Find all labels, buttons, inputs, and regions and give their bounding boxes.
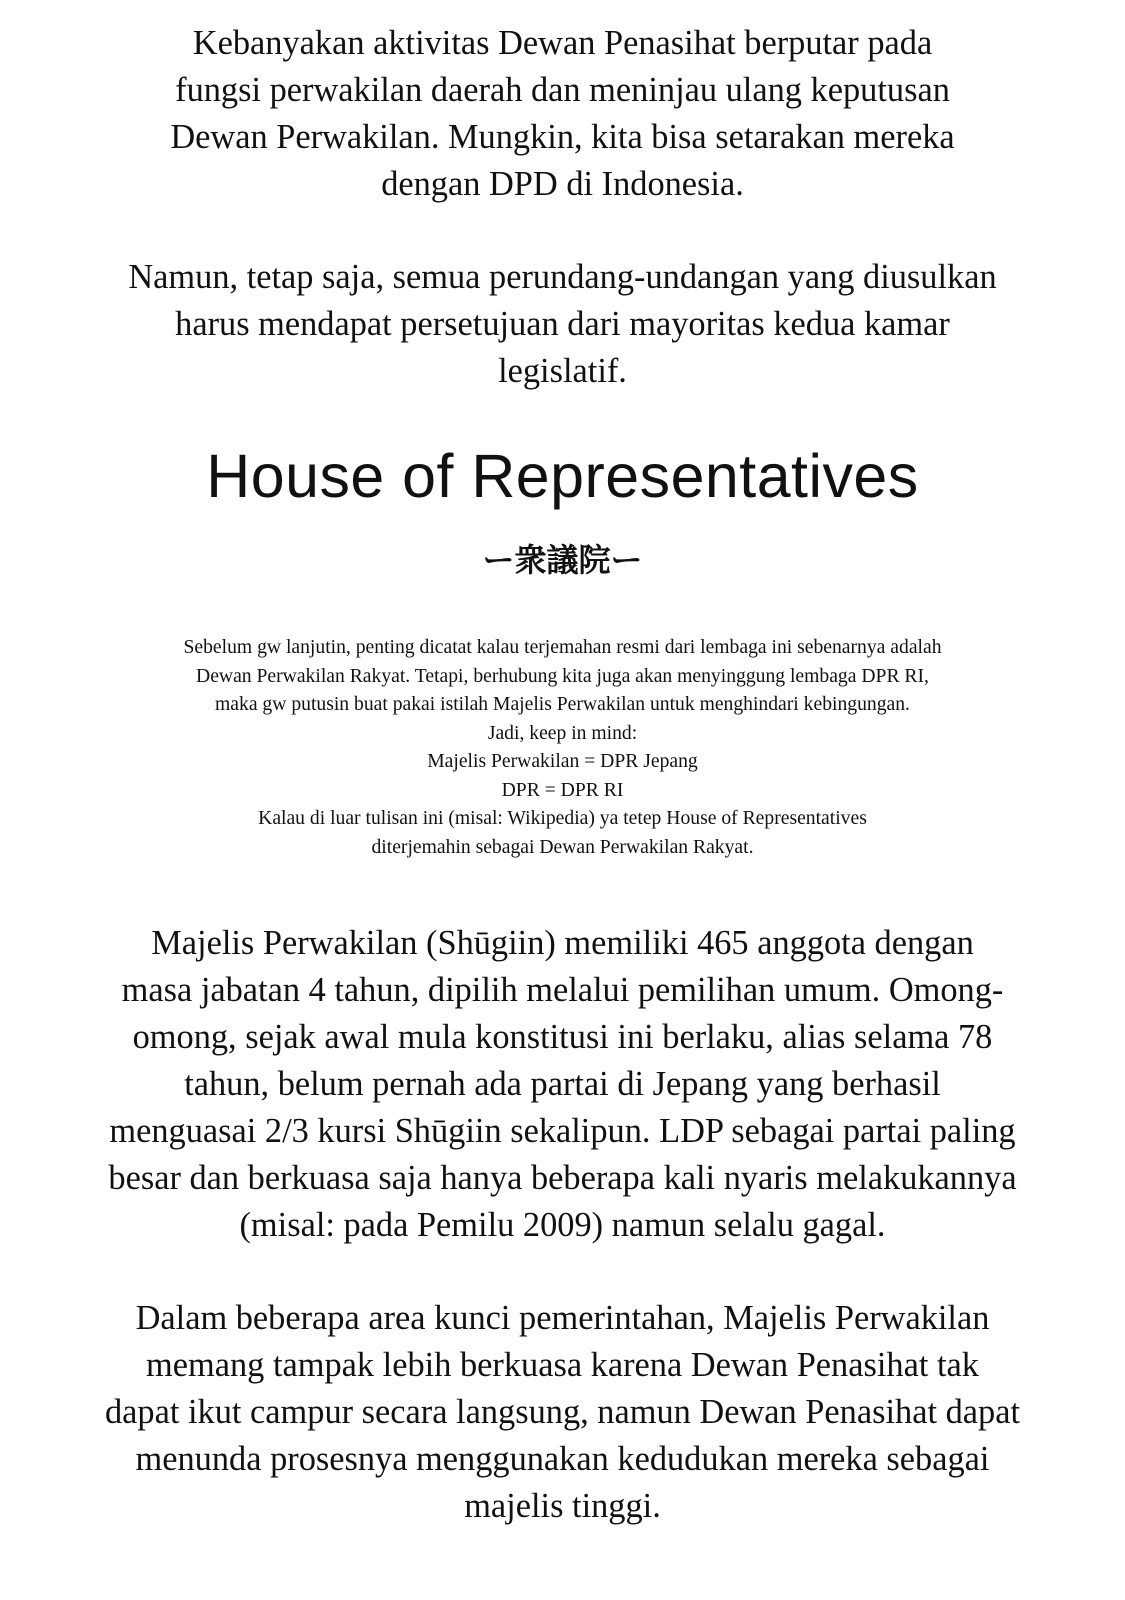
paragraph-line: menunda prosesnya menggunakan kedudukan mereka sebagai (135, 1440, 990, 1478)
paragraph-line: besar dan berkuasa saja hanya beberapa kali nyaris melakukannya (108, 1159, 1017, 1197)
note-line: maka gw putusin buat pakai istilah Majelis Perwakilan untuk menghindari kebingungan. (215, 693, 910, 715)
paragraph-line: Kebanyakan aktivitas Dewan Penasihat berputar pada (192, 24, 933, 62)
paragraph-shugiin (0, 920, 1125, 1249)
paragraph-line: (misal: pada Pemilu 2009) namun selalu gagal. (239, 1206, 886, 1244)
paragraph-line: fungsi perwakilan daerah dan meninjau ulang keputusan (175, 71, 950, 109)
section-subtitle: ー衆議院ー (482, 541, 643, 579)
paragraph-line: Dewan Perwakilan. Mungkin, kita bisa setarakan mereka (170, 118, 955, 156)
note-line: diterjemahin sebagai Dewan Perwakilan Rakyat. (371, 835, 754, 858)
note-line: Kalau di luar tulisan ini (misal: Wikipedia) ya tetep House of Representatives (258, 807, 867, 829)
note-line: Dewan Perwakilan Rakyat. Tetapi, berhubung kita juga akan menyinggung lembaga DPR RI, (196, 664, 929, 687)
paragraph-line: Namun, tetap saja, semua perundang-undangan yang diusulkan (128, 258, 997, 296)
paragraph-line: omong, sejak awal mula konstitusi ini berlaku, alias selama 78 (132, 1018, 993, 1056)
paragraph-line: legislatif. (498, 352, 627, 390)
paragraph-line: dengan DPD di Indonesia. (381, 165, 744, 203)
paragraph-line: menguasai 2/3 kursi Shūgiin sekalipun. LDP sebagai partai paling (109, 1112, 1016, 1150)
paragraph-line: dapat ikut campur secara langsung, namun Dewan Penasihat dapat (105, 1393, 1020, 1431)
note-line: Jadi, keep in mind: (487, 721, 638, 744)
note-line: Majelis Perwakilan = DPR Jepang (427, 750, 698, 772)
paragraph-line: Majelis Perwakilan (Shūgiin) memiliki 465 anggota dengan (151, 924, 974, 962)
paragraph-line: tahun, belum pernah ada partai di Jepang yang berhasil (184, 1065, 941, 1103)
note-line: Sebelum gw lanjutin, penting dicatat kalau terjemahan resmi dari lembaga ini sebenarnya adalah (183, 636, 942, 658)
paragraph-line: memang tampak lebih berkuasa karena Dewan Penasihat tak (146, 1346, 979, 1384)
section-title: House of Representatives (206, 442, 919, 510)
paragraph-line: majelis tinggi. (464, 1487, 661, 1525)
note-line: DPR = DPR RI (501, 778, 624, 801)
paragraph-line: harus mendapat persetujuan dari mayoritas kedua kamar (175, 305, 950, 343)
paragraph-line: Dalam beberapa area kunci pemerintahan, Majelis Perwakilan (135, 1299, 990, 1337)
paragraph-persetujuan (0, 254, 1125, 395)
translation-note (0, 633, 1125, 861)
paragraph-dewan-penasihat (0, 20, 1125, 208)
paragraph-majelis-tinggi (0, 1295, 1125, 1530)
paragraph-line: masa jabatan 4 tahun, dipilih melalui pemilihan umum. Omong- (121, 971, 1004, 1009)
